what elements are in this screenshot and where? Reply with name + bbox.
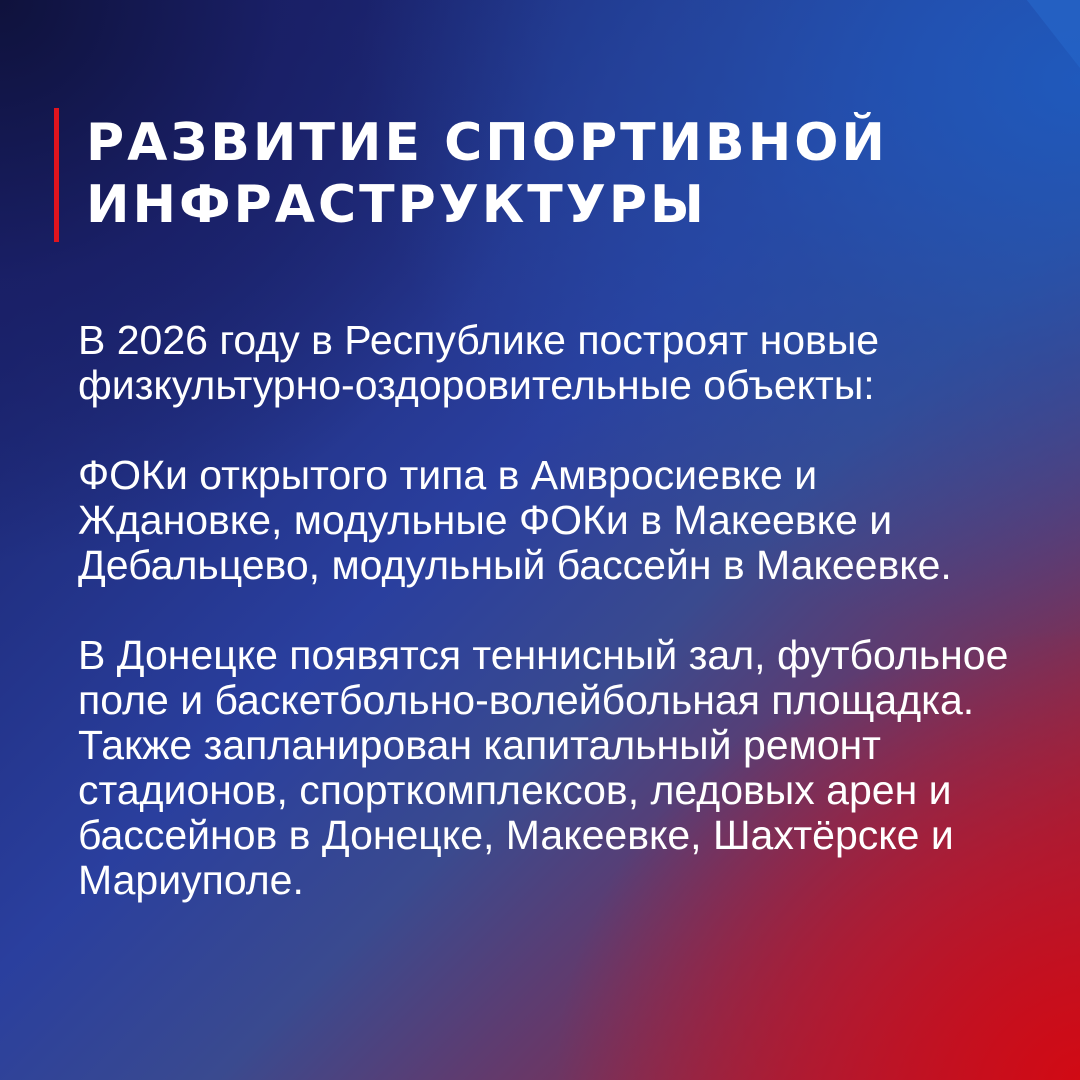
title-accent-bar [54, 108, 59, 242]
paragraph-intro: В 2026 году в Республике построят новые физкультурно-оздоровительные объекты: [78, 317, 880, 408]
card-body [78, 318, 1028, 903]
paragraph-sports-centers: ФОКи открытого типа в Амвросиевке и Ждановке, модульные ФОКи в Макеевке и Дебальцево, модульный бассейн в Макеевке. [78, 452, 952, 588]
card-title-line-2: ИНФРАСТРУКТУРЫ [86, 175, 707, 235]
card-title-line-1: РАЗВИТИЕ СПОРТИВНОЙ [86, 113, 888, 173]
card-title [86, 112, 986, 236]
decorative-corner-stripe [980, 0, 1080, 350]
paragraph-donetsk: В Донецке появятся теннисный зал, футбольное поле и баскетбольно-волейбольная площадка. Также запланирован капитальный ремонт стадионов, спорткомплексов, ледовых арен и бассейнов в Донецке, Макеевке, Шахтёрске и Мариуполе. [78, 632, 1009, 903]
